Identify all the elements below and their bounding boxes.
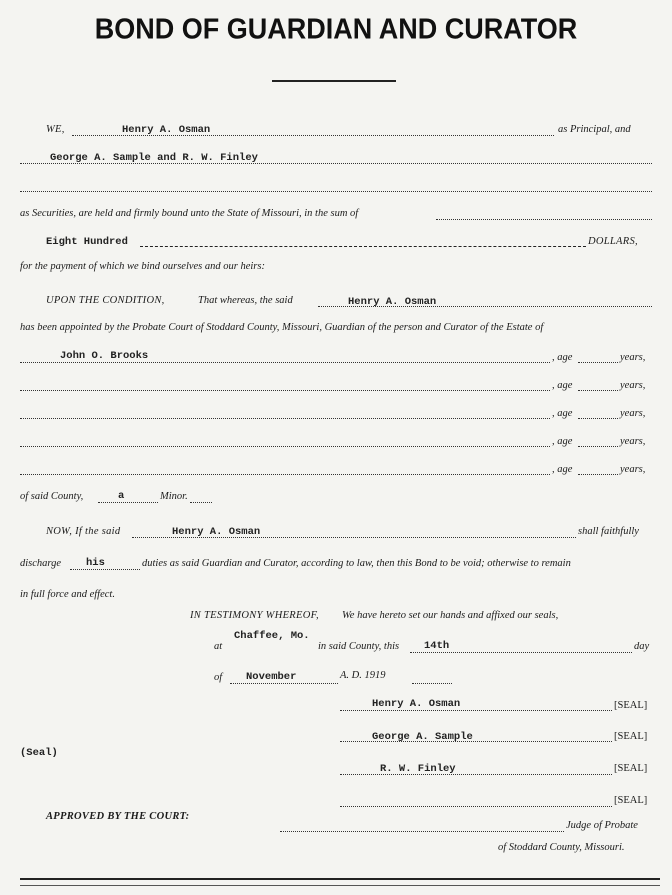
age-field-2 xyxy=(578,390,618,391)
signature-line-1 xyxy=(340,710,612,711)
duties-text: duties as said Guardian and Curator, according to law, then this Bond to be void; otherwise to remain xyxy=(142,558,571,569)
testimony-text: We have hereto set our hands and affixed our seals, xyxy=(342,610,559,621)
title-rule xyxy=(272,80,396,82)
guardian-name: Henry A. Osman xyxy=(348,296,437,308)
payment-text: for the payment of which we bind ourselves and our heirs: xyxy=(20,261,265,272)
bottom-rule xyxy=(20,878,660,880)
years-label-4: years, xyxy=(620,436,646,447)
as-principal-label: as Principal, and xyxy=(558,124,631,135)
of-said-county: of said County, xyxy=(20,491,84,502)
day-field xyxy=(410,652,632,653)
pronoun-field xyxy=(70,569,140,570)
signature-line-4 xyxy=(340,806,612,807)
securities-names: George A. Sample and R. W. Finley xyxy=(50,152,258,164)
seal-label-1: [SEAL] xyxy=(614,700,648,711)
day-label: day xyxy=(634,641,650,652)
judge-label: Judge of Probate xyxy=(566,820,638,831)
age-field-3 xyxy=(578,418,618,419)
principal-name: Henry A. Osman xyxy=(122,124,211,136)
appointed-text: has been appointed by the Probate Court of Stoddard County, Missouri, Guardian of the person and Curator of the Estate of xyxy=(20,322,544,333)
years-label-2: years, xyxy=(620,380,646,391)
signature-name-1: Henry A. Osman xyxy=(372,698,461,710)
blank-line-1 xyxy=(20,191,652,192)
we-label: WE, xyxy=(46,124,65,135)
document-title: BOND OF GUARDIAN AND CURATOR xyxy=(94,13,578,45)
ad-year: A. D. 1919 xyxy=(340,670,386,681)
year-trailing-dots xyxy=(412,683,452,684)
minor-count: a xyxy=(118,490,125,502)
that-whereas: That whereas, the said xyxy=(198,295,293,306)
age-label-2: , age xyxy=(552,380,573,391)
now-name: Henry A. Osman xyxy=(172,526,261,538)
judge-signature-line xyxy=(280,831,564,832)
bottom-rule-thin xyxy=(20,885,660,886)
pronoun: his xyxy=(86,557,105,569)
minor-label: Minor. xyxy=(160,491,188,502)
sum-field-line xyxy=(436,219,652,220)
years-label-3: years, xyxy=(620,408,646,419)
day-value: 14th xyxy=(424,640,450,652)
age-label-3: , age xyxy=(552,408,573,419)
approved-by-court: APPROVED BY THE COURT: xyxy=(46,811,190,822)
ward-line-2 xyxy=(20,390,550,391)
ward-line-3 xyxy=(20,418,550,419)
sum-amount: Eight Hundred xyxy=(46,236,128,248)
minor-count-field xyxy=(98,502,158,503)
of-label: of xyxy=(214,672,223,683)
now-if-said: NOW, If the said xyxy=(46,526,121,537)
month-value: November xyxy=(246,671,297,683)
age-label-4: , age xyxy=(552,436,573,447)
minor-trailing-dots xyxy=(190,502,212,503)
signature-name-2: George A. Sample xyxy=(372,731,473,743)
ward-line-4 xyxy=(20,446,550,447)
in-county-text: in said County, this xyxy=(318,641,400,652)
full-force-text: in full force and effect. xyxy=(20,589,115,600)
securities-text: as Securities, are held and firmly bound unto the State of Missouri, in the sum of xyxy=(20,208,359,219)
seal-label-2: [SEAL] xyxy=(614,731,648,742)
ward-line-5 xyxy=(20,474,550,475)
age-label-5: , age xyxy=(552,464,573,475)
seal-label-4: [SEAL] xyxy=(614,795,648,806)
ward-name: John O. Brooks xyxy=(60,350,149,362)
place-value: Chaffee, Mo. xyxy=(234,630,310,642)
age-field-4 xyxy=(578,446,618,447)
sum-dash-line xyxy=(140,246,586,247)
age-field-5 xyxy=(578,474,618,475)
seal-mark: (Seal) xyxy=(20,747,58,759)
age-field-1 xyxy=(578,362,618,363)
years-label-5: years, xyxy=(620,464,646,475)
testimony-heading: IN TESTIMONY WHEREOF, xyxy=(190,610,319,621)
county-label: of Stoddard County, Missouri. xyxy=(498,842,625,853)
month-field xyxy=(230,683,338,684)
age-label-1: , age xyxy=(552,352,573,363)
discharge-label: discharge xyxy=(20,558,62,569)
signature-name-3: R. W. Finley xyxy=(380,763,456,775)
ward-line-1 xyxy=(20,362,550,363)
upon-condition: UPON THE CONDITION, xyxy=(46,295,165,306)
seal-label-3: [SEAL] xyxy=(614,763,648,774)
years-label-1: years, xyxy=(620,352,646,363)
at-label: at xyxy=(214,641,223,652)
shall-faithfully: shall faithfully xyxy=(578,526,639,537)
dollars-label: DOLLARS, xyxy=(588,236,638,247)
